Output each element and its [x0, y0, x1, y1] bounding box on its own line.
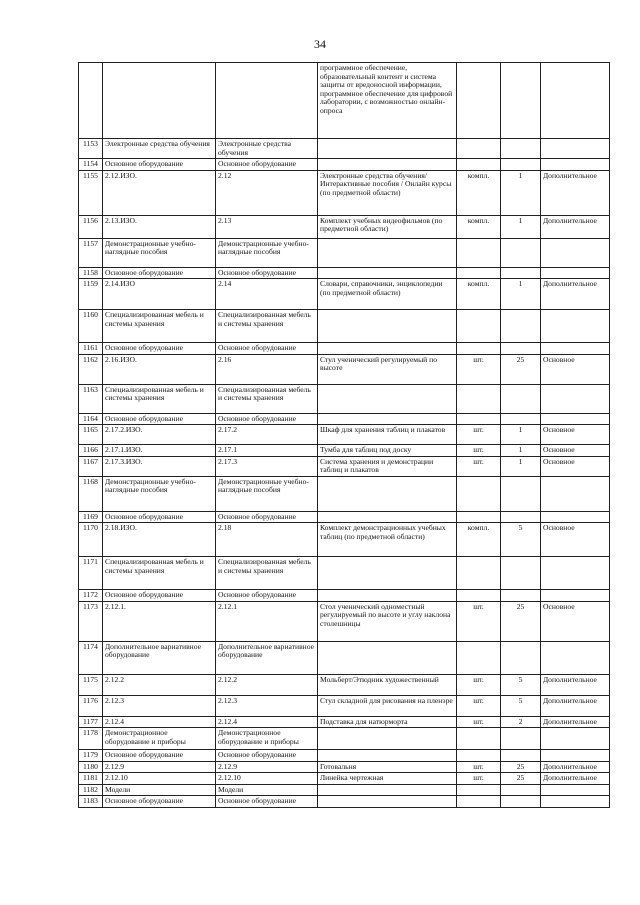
- table-row: [79, 310, 610, 343]
- category-cell: [541, 641, 610, 674]
- row-number-cell: 1161: [79, 343, 103, 355]
- name-cell: Комплект учебных видеофильмов (по предметной области): [318, 215, 457, 238]
- section-code-cell: 2.14: [216, 279, 318, 310]
- section-code-cell: Основное оборудование: [216, 796, 318, 808]
- category-cell: Дополнительное: [541, 170, 610, 215]
- section-code-cell: Дополнительное вариативное оборудование: [216, 641, 318, 674]
- table-row: [79, 425, 610, 445]
- category-cell: [541, 343, 610, 355]
- unit-cell: компл.: [457, 215, 501, 238]
- name-cell: Система хранения и демонстрации таблиц и плакатов: [318, 456, 457, 476]
- table-row: [79, 354, 610, 384]
- quantity-cell: 5: [501, 695, 541, 716]
- category-cell: Дополнительное: [541, 761, 610, 773]
- unit-cell: [457, 511, 501, 523]
- quantity-cell: [501, 267, 541, 279]
- row-number-cell: 1157: [79, 238, 103, 267]
- quantity-cell: 5: [501, 674, 541, 695]
- category-cell: [541, 139, 610, 159]
- category-cell: [541, 784, 610, 796]
- section-code-cell: 2.12.4: [216, 716, 318, 728]
- unit-cell: компл.: [457, 523, 501, 557]
- code-cell: Основное оборудование: [103, 750, 216, 762]
- quantity-cell: 25: [501, 354, 541, 384]
- name-cell: Готовальня: [318, 761, 457, 773]
- name-cell: программное обеспечение, образовательный контент и система защиты от вредоносной информации, программное обеспечение для цифровой лаборатории, с возможностью онлайн-опроса: [318, 63, 457, 139]
- quantity-cell: 5: [501, 523, 541, 557]
- name-cell: Линейка чертежная: [318, 773, 457, 785]
- unit-cell: [457, 784, 501, 796]
- unit-cell: шт.: [457, 354, 501, 384]
- row-number-cell: 1169: [79, 511, 103, 523]
- row-number-cell: [79, 63, 103, 139]
- section-code-cell: 2.12.3: [216, 695, 318, 716]
- quantity-cell: [501, 343, 541, 355]
- row-number-cell: 1168: [79, 476, 103, 511]
- category-cell: Основное: [541, 601, 610, 641]
- row-number-cell: 1153: [79, 139, 103, 159]
- code-cell: Специализированная мебель и системы хранения: [103, 557, 216, 590]
- unit-cell: [457, 590, 501, 602]
- unit-cell: шт.: [457, 601, 501, 641]
- row-number-cell: 1166: [79, 445, 103, 457]
- section-code-cell: Основное оборудование: [216, 750, 318, 762]
- section-code-cell: 2.16: [216, 354, 318, 384]
- unit-cell: [457, 728, 501, 750]
- category-cell: Дополнительное: [541, 716, 610, 728]
- unit-cell: шт.: [457, 456, 501, 476]
- code-cell: 2.12.1.: [103, 601, 216, 641]
- category-cell: Основное: [541, 523, 610, 557]
- quantity-cell: 1: [501, 279, 541, 310]
- table-row: [79, 750, 610, 762]
- name-cell: [318, 750, 457, 762]
- page-number: 34: [314, 37, 326, 51]
- quantity-cell: 1: [501, 215, 541, 238]
- name-cell: [318, 413, 457, 425]
- row-number-cell: 1170: [79, 523, 103, 557]
- name-cell: Словари, справочники, энциклопедии (по предметной области): [318, 279, 457, 310]
- table-row: [79, 695, 610, 716]
- section-code-cell: Основное оборудование: [216, 159, 318, 171]
- code-cell: Основное оборудование: [103, 413, 216, 425]
- table-row: [79, 557, 610, 590]
- unit-cell: [457, 159, 501, 171]
- name-cell: [318, 343, 457, 355]
- code-cell: Электронные средства обучения: [103, 139, 216, 159]
- code-cell: 2.12.ИЗО.: [103, 170, 216, 215]
- table-row: [79, 590, 610, 602]
- row-number-cell: 1183: [79, 796, 103, 808]
- table-row: [79, 413, 610, 425]
- table-row: [79, 384, 610, 413]
- name-cell: [318, 557, 457, 590]
- unit-cell: шт.: [457, 445, 501, 457]
- category-cell: [541, 750, 610, 762]
- category-cell: [541, 511, 610, 523]
- section-code-cell: Демонстрационные учебно-наглядные пособия: [216, 476, 318, 511]
- section-code-cell: Основное оборудование: [216, 267, 318, 279]
- category-cell: [541, 796, 610, 808]
- table-row: [79, 773, 610, 785]
- row-number-cell: 1162: [79, 354, 103, 384]
- section-code-cell: 2.12.10: [216, 773, 318, 785]
- code-cell: 2.12.9: [103, 761, 216, 773]
- quantity-cell: [501, 413, 541, 425]
- code-cell: 2.17.1.ИЗО.: [103, 445, 216, 457]
- name-cell: [318, 590, 457, 602]
- table-row: [79, 601, 610, 641]
- row-number-cell: 1160: [79, 310, 103, 343]
- category-cell: Основное: [541, 456, 610, 476]
- row-number-cell: 1154: [79, 159, 103, 171]
- section-code-cell: 2.17.3: [216, 456, 318, 476]
- category-cell: [541, 476, 610, 511]
- code-cell: [103, 63, 216, 139]
- row-number-cell: 1173: [79, 601, 103, 641]
- unit-cell: [457, 641, 501, 674]
- row-number-cell: 1176: [79, 695, 103, 716]
- code-cell: Демонстрационные учебно-наглядные пособия: [103, 238, 216, 267]
- section-code-cell: 2.17.2: [216, 425, 318, 445]
- code-cell: 2.14.ИЗО: [103, 279, 216, 310]
- unit-cell: [457, 343, 501, 355]
- section-code-cell: 2.12: [216, 170, 318, 215]
- name-cell: [318, 728, 457, 750]
- quantity-cell: 1: [501, 445, 541, 457]
- name-cell: Мольберт/Этюдник художественный: [318, 674, 457, 695]
- quantity-cell: 25: [501, 773, 541, 785]
- name-cell: [318, 159, 457, 171]
- quantity-cell: 1: [501, 425, 541, 445]
- category-cell: [541, 238, 610, 267]
- section-code-cell: Электронные средства обучения: [216, 139, 318, 159]
- row-number-cell: 1174: [79, 641, 103, 674]
- row-number-cell: 1158: [79, 267, 103, 279]
- section-code-cell: 2.13: [216, 215, 318, 238]
- table-row: [79, 728, 610, 750]
- quantity-cell: 25: [501, 601, 541, 641]
- quantity-cell: [501, 784, 541, 796]
- name-cell: Стул ученический регулируемый по высоте: [318, 354, 457, 384]
- section-code-cell: 2.12.1: [216, 601, 318, 641]
- table-row: [79, 716, 610, 728]
- section-code-cell: Основное оборудование: [216, 343, 318, 355]
- row-number-cell: 1171: [79, 557, 103, 590]
- name-cell: Стол ученический одноместный регулируемый по высоте и углу наклона столешницы: [318, 601, 457, 641]
- row-number-cell: 1181: [79, 773, 103, 785]
- code-cell: Дополнительное вариативное оборудование: [103, 641, 216, 674]
- code-cell: Основное оборудование: [103, 796, 216, 808]
- table-row: [79, 674, 610, 695]
- quantity-cell: [501, 728, 541, 750]
- code-cell: Специализированная мебель и системы хранения: [103, 384, 216, 413]
- table-row: [79, 170, 610, 215]
- code-cell: Основное оборудование: [103, 343, 216, 355]
- category-cell: [541, 557, 610, 590]
- category-cell: Дополнительное: [541, 695, 610, 716]
- table-row: [79, 139, 610, 159]
- code-cell: 2.16.ИЗО.: [103, 354, 216, 384]
- row-number-cell: 1159: [79, 279, 103, 310]
- section-code-cell: Специализированная мебель и системы хранения: [216, 310, 318, 343]
- table-row: [79, 511, 610, 523]
- quantity-cell: [501, 159, 541, 171]
- table-row: [79, 641, 610, 674]
- section-code-cell: [216, 63, 318, 139]
- code-cell: 2.18.ИЗО.: [103, 523, 216, 557]
- section-code-cell: Основное оборудование: [216, 590, 318, 602]
- quantity-cell: 1: [501, 170, 541, 215]
- code-cell: 2.12.10: [103, 773, 216, 785]
- section-code-cell: Демонстрационное оборудование и приборы: [216, 728, 318, 750]
- quantity-cell: [501, 511, 541, 523]
- category-cell: [541, 728, 610, 750]
- row-number-cell: 1180: [79, 761, 103, 773]
- code-cell: 2.12.4: [103, 716, 216, 728]
- quantity-cell: [501, 641, 541, 674]
- table-row: [79, 238, 610, 267]
- table-row: [79, 456, 610, 476]
- category-cell: [541, 384, 610, 413]
- unit-cell: шт.: [457, 716, 501, 728]
- unit-cell: шт.: [457, 695, 501, 716]
- row-number-cell: 1179: [79, 750, 103, 762]
- section-code-cell: Модели: [216, 784, 318, 796]
- table-row: [79, 159, 610, 171]
- quantity-cell: [501, 590, 541, 602]
- unit-cell: шт.: [457, 773, 501, 785]
- row-number-cell: 1178: [79, 728, 103, 750]
- section-code-cell: Основное оборудование: [216, 413, 318, 425]
- unit-cell: [457, 384, 501, 413]
- category-cell: Дополнительное: [541, 674, 610, 695]
- category-cell: [541, 63, 610, 139]
- section-code-cell: Демонстрационные учебно-наглядные пособия: [216, 238, 318, 267]
- unit-cell: [457, 238, 501, 267]
- table-row: [79, 761, 610, 773]
- equipment-table: [78, 62, 610, 808]
- row-number-cell: 1165: [79, 425, 103, 445]
- category-cell: [541, 413, 610, 425]
- table-row: [79, 279, 610, 310]
- row-number-cell: 1163: [79, 384, 103, 413]
- quantity-cell: 2: [501, 716, 541, 728]
- category-cell: [541, 310, 610, 343]
- row-number-cell: 1167: [79, 456, 103, 476]
- code-cell: 2.17.2.ИЗО.: [103, 425, 216, 445]
- row-number-cell: 1182: [79, 784, 103, 796]
- name-cell: Комплект демонстрационных учебных таблиц (по предметной области): [318, 523, 457, 557]
- unit-cell: [457, 476, 501, 511]
- row-number-cell: 1177: [79, 716, 103, 728]
- name-cell: [318, 139, 457, 159]
- quantity-cell: 1: [501, 456, 541, 476]
- category-cell: Дополнительное: [541, 279, 610, 310]
- name-cell: [318, 384, 457, 413]
- table-row: [79, 476, 610, 511]
- table-row: [79, 445, 610, 457]
- name-cell: [318, 784, 457, 796]
- row-number-cell: 1155: [79, 170, 103, 215]
- code-cell: Демонстрационное оборудование и приборы: [103, 728, 216, 750]
- category-cell: Основное: [541, 425, 610, 445]
- unit-cell: [457, 267, 501, 279]
- quantity-cell: [501, 796, 541, 808]
- unit-cell: [457, 750, 501, 762]
- unit-cell: шт.: [457, 761, 501, 773]
- name-cell: [318, 796, 457, 808]
- row-number-cell: 1156: [79, 215, 103, 238]
- name-cell: Подставка для натюрморта: [318, 716, 457, 728]
- name-cell: [318, 238, 457, 267]
- unit-cell: шт.: [457, 674, 501, 695]
- quantity-cell: [501, 238, 541, 267]
- name-cell: Электронные средства обучения/Интерактивные пособия / Онлайн курсы (по предметной области): [318, 170, 457, 215]
- section-code-cell: Основное оборудование: [216, 511, 318, 523]
- section-code-cell: 2.18: [216, 523, 318, 557]
- category-cell: Дополнительное: [541, 215, 610, 238]
- section-code-cell: 2.12.9: [216, 761, 318, 773]
- quantity-cell: [501, 139, 541, 159]
- section-code-cell: 2.12.2: [216, 674, 318, 695]
- code-cell: 2.17.3.ИЗО.: [103, 456, 216, 476]
- quantity-cell: [501, 750, 541, 762]
- section-code-cell: Специализированная мебель и системы хранения: [216, 384, 318, 413]
- unit-cell: [457, 413, 501, 425]
- category-cell: [541, 159, 610, 171]
- table-row: [79, 784, 610, 796]
- table-row: [79, 63, 610, 139]
- name-cell: [318, 267, 457, 279]
- category-cell: Основное: [541, 354, 610, 384]
- name-cell: [318, 511, 457, 523]
- name-cell: Тумба для таблиц под доску: [318, 445, 457, 457]
- code-cell: Модели: [103, 784, 216, 796]
- table-row: [79, 523, 610, 557]
- code-cell: 2.12.2: [103, 674, 216, 695]
- name-cell: Стул складной для рисования на пленэре: [318, 695, 457, 716]
- category-cell: [541, 590, 610, 602]
- name-cell: [318, 310, 457, 343]
- section-code-cell: 2.17.1: [216, 445, 318, 457]
- code-cell: 2.13.ИЗО.: [103, 215, 216, 238]
- unit-cell: шт.: [457, 425, 501, 445]
- code-cell: Основное оборудование: [103, 159, 216, 171]
- unit-cell: [457, 310, 501, 343]
- name-cell: [318, 476, 457, 511]
- row-number-cell: 1175: [79, 674, 103, 695]
- code-cell: Основное оборудование: [103, 511, 216, 523]
- table-row: [79, 267, 610, 279]
- quantity-cell: [501, 557, 541, 590]
- code-cell: Основное оборудование: [103, 590, 216, 602]
- name-cell: Шкаф для хранения таблиц и плакатов: [318, 425, 457, 445]
- code-cell: Основное оборудование: [103, 267, 216, 279]
- name-cell: [318, 641, 457, 674]
- code-cell: 2.12.3: [103, 695, 216, 716]
- quantity-cell: [501, 63, 541, 139]
- table-row: [79, 215, 610, 238]
- table-row: [79, 343, 610, 355]
- category-cell: Основное: [541, 445, 610, 457]
- section-code-cell: Специализированная мебель и системы хранения: [216, 557, 318, 590]
- unit-cell: компл.: [457, 279, 501, 310]
- row-number-cell: 1172: [79, 590, 103, 602]
- quantity-cell: [501, 476, 541, 511]
- row-number-cell: 1164: [79, 413, 103, 425]
- category-cell: [541, 267, 610, 279]
- unit-cell: [457, 139, 501, 159]
- unit-cell: [457, 63, 501, 139]
- unit-cell: [457, 557, 501, 590]
- unit-cell: компл.: [457, 170, 501, 215]
- quantity-cell: [501, 384, 541, 413]
- code-cell: Демонстрационные учебно-наглядные пособия: [103, 476, 216, 511]
- quantity-cell: 25: [501, 761, 541, 773]
- code-cell: Специализированная мебель и системы хранения: [103, 310, 216, 343]
- unit-cell: [457, 796, 501, 808]
- quantity-cell: [501, 310, 541, 343]
- table-row: [79, 796, 610, 808]
- category-cell: Дополнительное: [541, 773, 610, 785]
